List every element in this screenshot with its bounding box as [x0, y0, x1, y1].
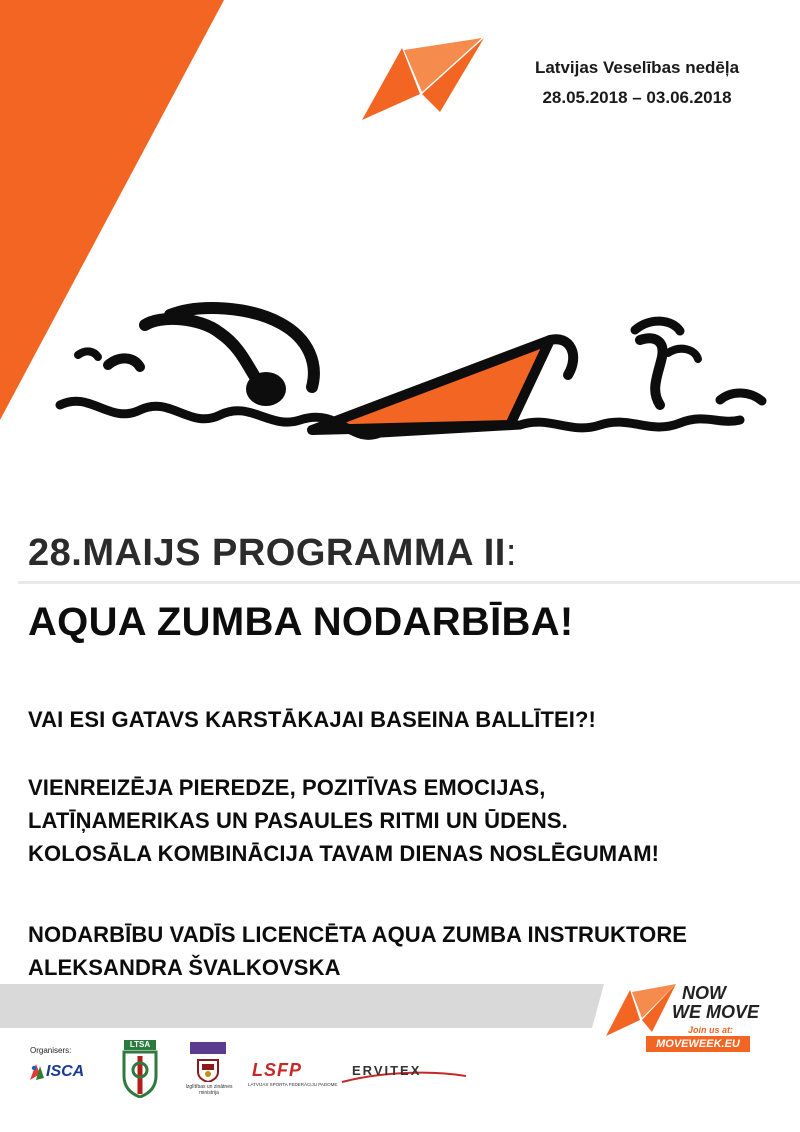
ltsa-shield-icon	[120, 1050, 160, 1098]
ltsa-label: LTSA	[124, 1040, 156, 1050]
description-line: VIENREIZĒJA PIEREDZE, POZITĪVAS EMOCIJAS,	[28, 775, 546, 800]
heading-divider	[18, 581, 800, 584]
ministry-logo	[184, 1042, 234, 1102]
description-block	[28, 771, 659, 870]
event-dates: 28.05.2018 – 03.06.2018	[542, 88, 732, 107]
swimmer-illustration-icon	[50, 295, 780, 455]
now-we-move-arrow-icon	[604, 982, 678, 1038]
lsfp-logo	[248, 1060, 338, 1090]
isca-logo	[28, 1062, 108, 1084]
event-headline: AQUA ZUMBA NODARBĪBA!	[28, 600, 574, 644]
event-title: Latvijas Veselības nedēļa	[534, 58, 740, 77]
isca-label: ISCA	[46, 1063, 85, 1080]
ervitex-label: ERVITEX	[352, 1063, 422, 1078]
program-colon: :	[505, 532, 517, 574]
now-we-move-logo	[604, 978, 794, 1060]
now-label: NOW	[682, 983, 726, 1003]
lsfp-caption: LATVIJAS SPORTA FEDERĀCIJU PADOME	[248, 1082, 338, 1087]
description-line: LATĪŅAMERIKAS UN PASAULES RITMI UN ŪDENS.	[28, 808, 568, 833]
organisers-label: Organisers:	[30, 1046, 72, 1055]
join-label: Join us at:	[688, 1025, 734, 1035]
program-title: 28.MAIJS PROGRAMMA II	[28, 532, 506, 574]
program-heading	[28, 532, 517, 575]
ervitex-logo	[340, 1058, 468, 1088]
ltsa-logo	[120, 1040, 160, 1100]
coat-of-arms-icon	[194, 1058, 222, 1082]
instructor-block	[28, 918, 687, 984]
invitation-question: VAI ESI GATAVS KARSTĀKAJAI BASEINA BALLĪTEI?!	[28, 707, 596, 732]
ministry-color-bar	[190, 1042, 226, 1054]
move-week-arrow-icon	[360, 36, 486, 124]
we-move-label: WE MOVE	[672, 1002, 760, 1022]
instructor-name: ALEKSANDRA ŠVALKOVSKA	[28, 955, 341, 980]
ministry-caption: Izglītības un zinātnes ministrija	[185, 1084, 233, 1096]
lsfp-label: LSFP	[252, 1060, 303, 1080]
moveweek-url[interactable]: MOVEWEEK.EU	[646, 1036, 750, 1052]
isca-figure-icon	[28, 1062, 46, 1082]
instructor-line: NODARBĪBU VADĪS LICENCĒTA AQUA ZUMBA INSTRUKTORE	[28, 922, 688, 947]
description-line: KOLOSĀLA KOMBINĀCIJA TAVAM DIENAS NOSLĒGUMAM!	[28, 841, 660, 866]
